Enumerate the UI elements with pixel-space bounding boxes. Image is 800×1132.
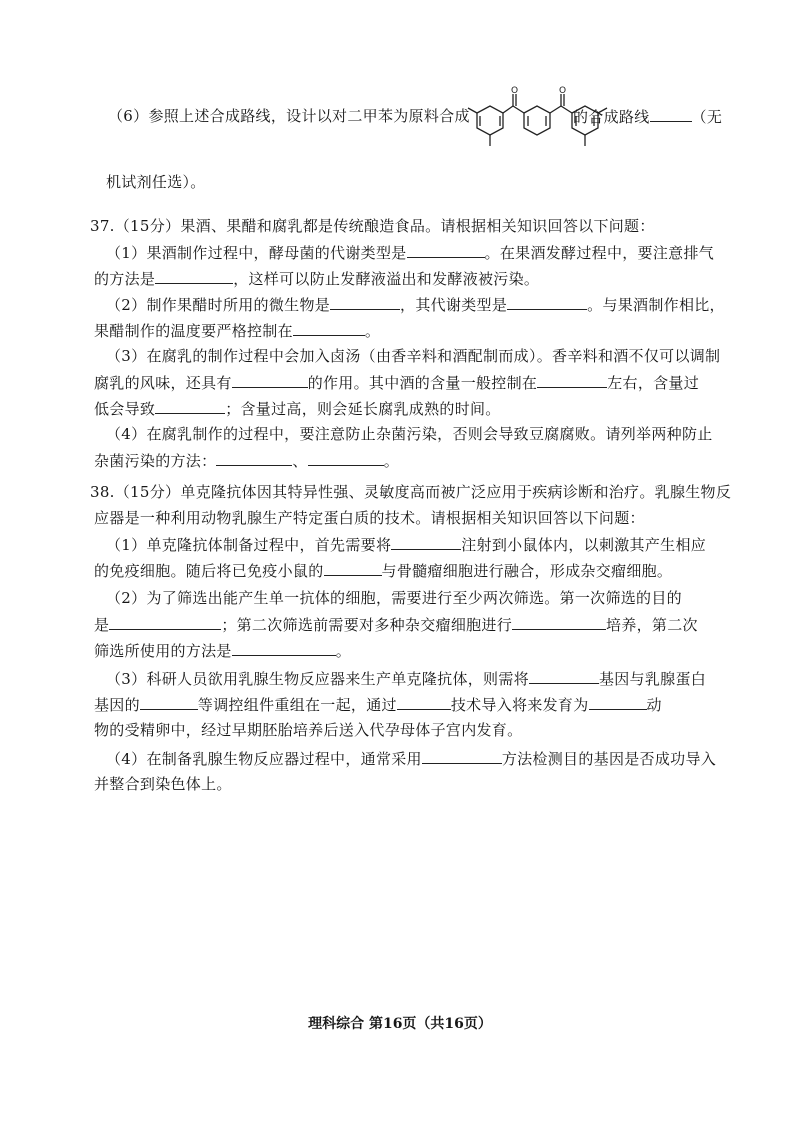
q38-text: 等调控组件重组在一起，通过: [197, 696, 397, 714]
footer-subject: 理科综合: [308, 1016, 365, 1032]
q38-text: （4）在制备乳腺生物反应器过程中，通常采用: [106, 750, 422, 768]
q38-line-6: [94, 614, 698, 635]
q38-text: （1）单克隆抗体制备过程中，首先需要将: [106, 536, 392, 554]
q38-line-2: [94, 508, 645, 528]
q37-text: 果醋制作的温度要严格控制在: [94, 322, 293, 340]
q38-blank-2[interactable]: [324, 560, 382, 576]
q37-line-2: [106, 242, 714, 263]
q37-blank-9[interactable]: [216, 450, 292, 466]
q38-text: 的免疫细胞。随后将已免疫小鼠的: [94, 562, 324, 580]
q37-text: 。在果酒发酵过程中，要注意排气: [484, 244, 715, 262]
q37-blank-8[interactable]: [155, 398, 225, 414]
q37-text: 的作用。其中酒的含量一般控制在: [307, 374, 538, 392]
q37-text: ，这样可以防止发酵液溢出和发酵液被污染。: [233, 270, 540, 288]
q37-blank-7[interactable]: [537, 372, 607, 388]
q37-text: （4）在腐乳制作的过程中，要注意防止杂菌污染，否则会导致豆腐腐败。请列举两种防止: [106, 425, 713, 443]
q38-text: 动: [646, 696, 662, 714]
q38-blank-1[interactable]: [391, 534, 461, 550]
q38-text: 筛选所使用的方法是: [94, 642, 232, 660]
q38-text: 注射到小鼠体内，以刺激其产生相应: [461, 536, 707, 554]
q37-line-8: [94, 398, 501, 419]
q36-line-1b: [573, 106, 722, 127]
q37-line-3: [94, 268, 539, 289]
q38-line-8: [106, 668, 706, 689]
q38-text: 是: [94, 616, 110, 634]
q38-blank-8[interactable]: [397, 694, 451, 710]
q38-line-7: [94, 640, 351, 661]
oxygen-label-left: O: [511, 86, 519, 96]
q37-text: 腐乳的风味，还具有: [94, 374, 232, 392]
q38-text: 培养，第二次: [606, 616, 698, 634]
q38-blank-7[interactable]: [140, 694, 198, 710]
q37-text: 低会导致: [94, 400, 156, 418]
q37-blank-2[interactable]: [155, 268, 233, 284]
right-carbonyl-bond: [550, 106, 561, 113]
q38-text: （2）为了筛选出能产生单一抗体的细胞，需要进行至少两次筛选。第一次筛选的目的: [106, 589, 682, 607]
q38-line-4: [94, 560, 672, 581]
q36-line-2: [106, 172, 206, 192]
q38-line-11: [106, 748, 716, 769]
q37-blank-4[interactable]: [507, 294, 587, 310]
q36-text-a: （6）参照上述合成路线，设计以对二甲苯为原料合成: [108, 107, 470, 125]
q37-text: （1）果酒制作过程中，酵母菌的代谢类型是: [106, 244, 407, 262]
q38-blank-4[interactable]: [512, 614, 606, 630]
q37-blank-10[interactable]: [308, 450, 384, 466]
footer-page-number: 第16页（共16页）: [368, 1016, 492, 1032]
q36-text-d: 机试剂任选）。: [106, 173, 206, 191]
q38-text: 物的受精卵中，经过早期胚胎培养后送入代孕母体子宫内发育。: [94, 721, 523, 739]
oxygen-label-right: O: [559, 86, 567, 96]
q37-blank-1[interactable]: [407, 242, 485, 258]
q38-text: 应器是一种利用动物乳腺生产特定蛋白质的技术。请根据相关知识回答以下问题：: [94, 509, 645, 527]
q37-line-5: [94, 320, 380, 341]
q38-line-10: [94, 720, 522, 740]
q38-text: 方法检测目的基因是否成功导入: [501, 750, 717, 768]
q38-text: （3）科研人员欲用乳腺生物反应器来生产单克隆抗体，则需将: [106, 670, 529, 688]
q38-text: 技术导入将来发育为: [450, 696, 589, 714]
left-carbonyl-bond: [503, 106, 513, 113]
q37-heading: [90, 216, 655, 236]
q38-heading-text: 38.（15分）单克隆抗体因其特异性强、灵敏度高而被广泛应用于疾病诊断和治疗。乳腺生物反: [90, 483, 732, 501]
q37-text: 。: [364, 322, 381, 340]
q37-heading-text: 37.（15分）果酒、果醋和腐乳都是传统酿造食品。请根据相关知识回答以下问题：: [90, 217, 655, 235]
q37-line-4: [106, 294, 725, 315]
q38-blank-6[interactable]: [529, 668, 599, 684]
q38-text: 与骨髓瘤细胞进行融合，形成杂交瘤细胞。: [381, 562, 673, 580]
q37-line-10: [94, 450, 399, 471]
q37-text: ，其代谢类型是: [400, 296, 508, 314]
q37-line-7: [94, 372, 699, 393]
q37-line-6: [106, 346, 720, 366]
q36-line-1: [108, 106, 470, 126]
q37-line-9: [106, 424, 713, 444]
q36-answer-blank[interactable]: [650, 106, 692, 122]
q36-text-c: （无: [691, 108, 723, 126]
q38-line-9: [94, 694, 662, 715]
q37-text: ；含量过高，则会延长腐乳成熟的时间。: [225, 400, 501, 418]
q38-line-5: [106, 588, 682, 608]
q38-text: 基因的: [94, 696, 140, 714]
q37-text: 左右，含量过: [607, 374, 700, 392]
q38-line-3: [106, 534, 706, 555]
q38-text: 并整合到染色体上。: [94, 775, 232, 793]
q38-heading: [90, 482, 731, 502]
q36-text-b: 的合成路线: [573, 108, 650, 126]
q38-blank-3[interactable]: [109, 614, 221, 630]
q37-text: 。: [383, 452, 400, 470]
q37-text: 。与果酒制作相比，: [587, 296, 725, 314]
q37-blank-5[interactable]: [293, 320, 365, 336]
q37-text: 、: [292, 452, 308, 470]
q37-text: （2）制作果醋时所用的微生物是: [106, 296, 331, 314]
q37-text: 杂菌污染的方法：: [94, 452, 217, 470]
q37-text: （3）在腐乳的制作过程中会加入卤汤（由香辛料和酒配制而成）。香辛料和酒不仅可以调制: [106, 347, 721, 365]
q38-text: 。: [335, 642, 352, 660]
q38-blank-9[interactable]: [589, 694, 647, 710]
q38-text: 基因与乳腺蛋白: [598, 670, 707, 688]
left-benzene-ring: [477, 106, 503, 135]
q37-blank-6[interactable]: [232, 372, 308, 388]
q38-blank-5[interactable]: [232, 640, 336, 656]
q38-blank-10[interactable]: [422, 748, 502, 764]
page-footer: [0, 1013, 800, 1033]
q37-text: 的方法是: [94, 270, 156, 288]
q38-text: ；第二次筛选前需要对多种杂交瘤细胞进行: [221, 616, 513, 634]
q38-line-12: [94, 774, 232, 794]
left-ortho-methyl-bond: [468, 108, 477, 113]
q37-blank-3[interactable]: [330, 294, 400, 310]
